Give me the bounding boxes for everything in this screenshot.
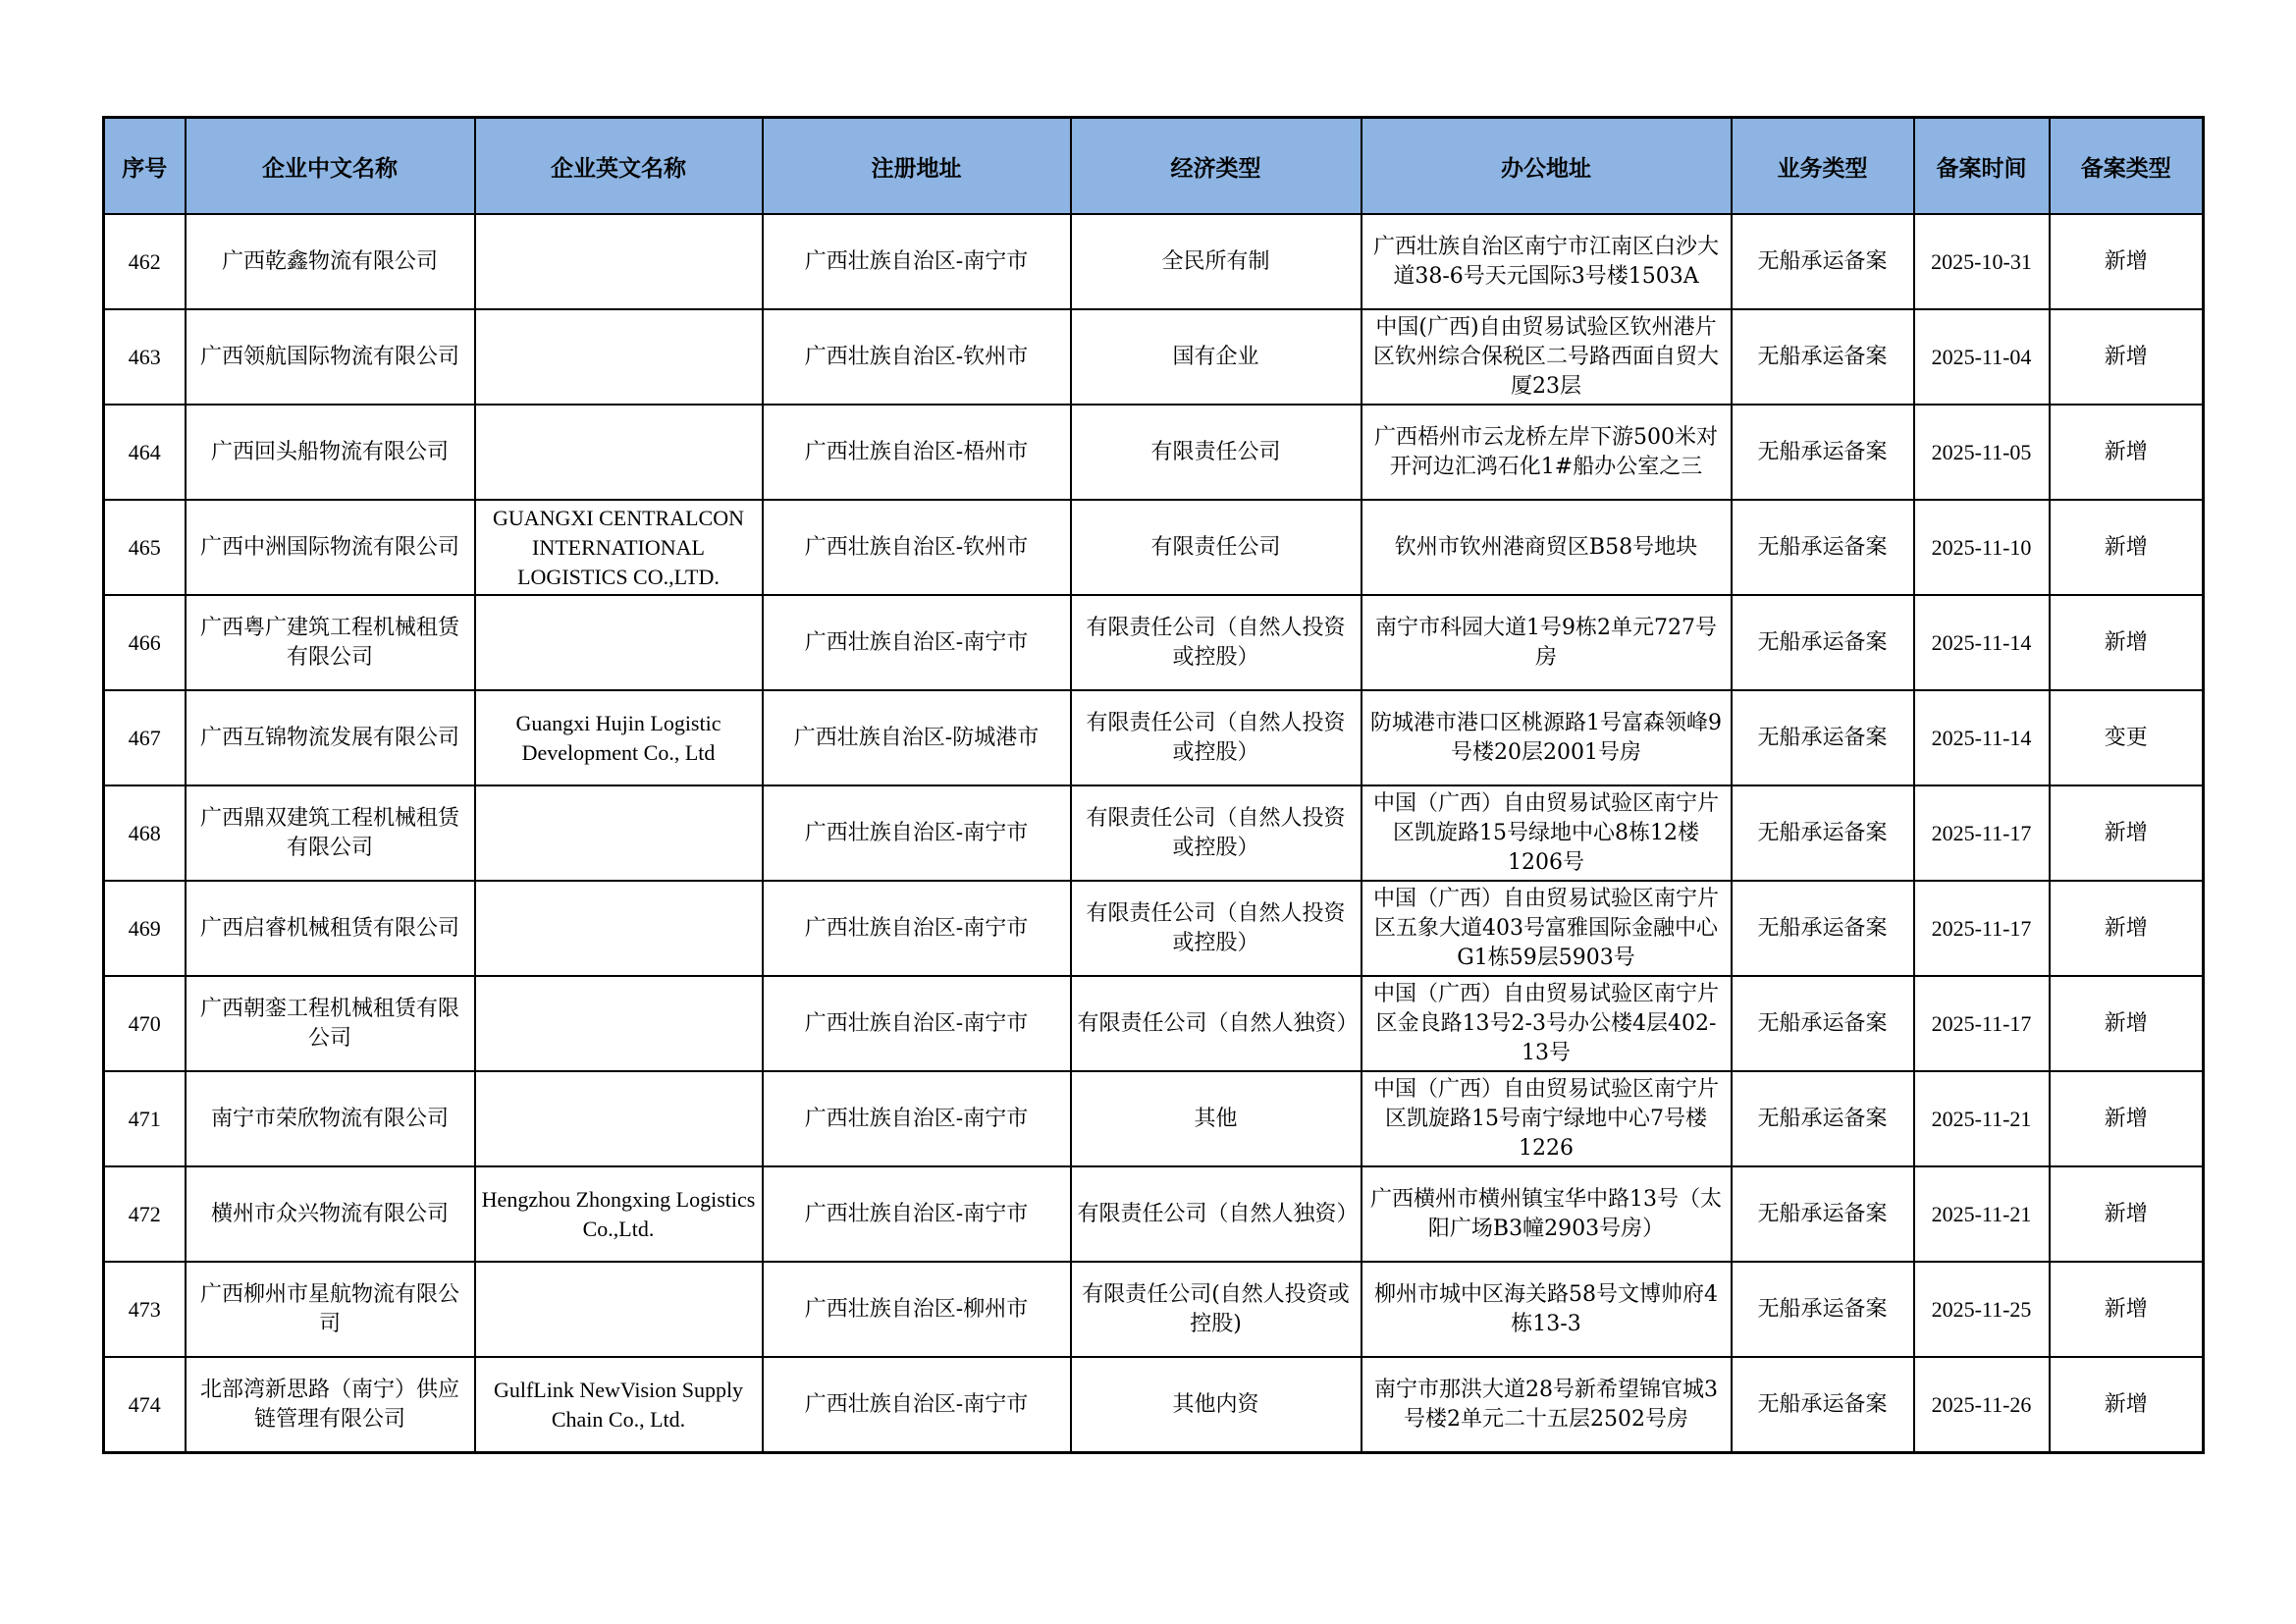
cell-registered-address: 广西壮族自治区-南宁市	[763, 881, 1071, 976]
table-header	[104, 118, 2204, 215]
cell-office-address: 中国（广西）自由贸易试验区南宁片区五象大道403号富雅国际金融中心G1栋59层5903号	[1362, 881, 1732, 976]
cell-filing-type: 新增	[2050, 1357, 2204, 1453]
cell-company-chinese-name: 广西回头船物流有限公司	[186, 405, 475, 500]
cell-filing-type: 新增	[2050, 595, 2204, 690]
cell-registered-address: 广西壮族自治区-柳州市	[763, 1262, 1071, 1357]
cell-registered-address: 广西壮族自治区-南宁市	[763, 976, 1071, 1071]
cell-company-chinese-name: 北部湾新思路（南宁）供应链管理有限公司	[186, 1357, 475, 1453]
table-row	[104, 690, 2204, 785]
cell-company-english-name: GUANGXI CENTRALCON INTERNATIONAL LOGISTICS CO.,LTD.	[475, 500, 763, 595]
cell-filing-date: 2025-11-26	[1914, 1357, 2050, 1453]
cell-economic-type: 有限责任公司（自然人投资或控股）	[1071, 785, 1362, 881]
cell-company-chinese-name: 广西粤广建筑工程机械租赁有限公司	[186, 595, 475, 690]
cell-business-type: 无船承运备案	[1732, 1262, 1914, 1357]
cell-registered-address: 广西壮族自治区-南宁市	[763, 595, 1071, 690]
cell-company-english-name: GulfLink NewVision Supply Chain Co., Ltd.	[475, 1357, 763, 1453]
cell-registered-address: 广西壮族自治区-南宁市	[763, 1357, 1071, 1453]
table-row	[104, 785, 2204, 881]
header-company-chinese-name: 企业中文名称	[186, 118, 475, 215]
cell-economic-type: 有限责任公司（自然人投资或控股）	[1071, 690, 1362, 785]
cell-economic-type: 有限责任公司	[1071, 405, 1362, 500]
cell-registered-address: 广西壮族自治区-钦州市	[763, 500, 1071, 595]
cell-serial-number: 474	[104, 1357, 186, 1453]
cell-serial-number: 468	[104, 785, 186, 881]
cell-office-address: 中国（广西）自由贸易试验区南宁片区金良路13号2-3号办公楼4层402-13号	[1362, 976, 1732, 1071]
cell-serial-number: 473	[104, 1262, 186, 1357]
cell-office-address: 中国(广西)自由贸易试验区钦州港片区钦州综合保税区二号路西面自贸大厦23层	[1362, 309, 1732, 405]
cell-business-type: 无船承运备案	[1732, 1357, 1914, 1453]
cell-economic-type: 有限责任公司（自然人独资）	[1071, 976, 1362, 1071]
cell-company-chinese-name: 广西中洲国际物流有限公司	[186, 500, 475, 595]
cell-company-chinese-name: 广西朝銮工程机械租赁有限公司	[186, 976, 475, 1071]
cell-filing-date: 2025-11-05	[1914, 405, 2050, 500]
cell-registered-address: 广西壮族自治区-南宁市	[763, 1166, 1071, 1262]
table-row	[104, 595, 2204, 690]
table-row	[104, 1357, 2204, 1453]
table-row	[104, 881, 2204, 976]
cell-economic-type: 有限责任公司（自然人独资）	[1071, 1166, 1362, 1262]
cell-business-type: 无船承运备案	[1732, 1071, 1914, 1166]
cell-business-type: 无船承运备案	[1732, 976, 1914, 1071]
table-row	[104, 309, 2204, 405]
cell-office-address: 防城港市港口区桃源路1号富森领峰9号楼20层2001号房	[1362, 690, 1732, 785]
cell-filing-type: 新增	[2050, 1071, 2204, 1166]
cell-filing-type: 新增	[2050, 309, 2204, 405]
cell-registered-address: 广西壮族自治区-南宁市	[763, 785, 1071, 881]
cell-company-chinese-name: 广西乾鑫物流有限公司	[186, 214, 475, 309]
cell-serial-number: 467	[104, 690, 186, 785]
cell-business-type: 无船承运备案	[1732, 214, 1914, 309]
cell-company-chinese-name: 广西领航国际物流有限公司	[186, 309, 475, 405]
cell-filing-type: 新增	[2050, 976, 2204, 1071]
cell-serial-number: 470	[104, 976, 186, 1071]
cell-filing-type: 新增	[2050, 881, 2204, 976]
cell-business-type: 无船承运备案	[1732, 309, 1914, 405]
registry-table-container	[102, 116, 2202, 1454]
cell-company-chinese-name: 广西柳州市星航物流有限公司	[186, 1262, 475, 1357]
cell-registered-address: 广西壮族自治区-南宁市	[763, 214, 1071, 309]
cell-office-address: 广西横州市横州镇宝华中路13号（太阳广场B3幢2903号房）	[1362, 1166, 1732, 1262]
cell-company-chinese-name: 广西互锦物流发展有限公司	[186, 690, 475, 785]
cell-filing-date: 2025-11-17	[1914, 881, 2050, 976]
table-body	[104, 214, 2204, 1453]
cell-serial-number: 466	[104, 595, 186, 690]
cell-business-type: 无船承运备案	[1732, 595, 1914, 690]
cell-serial-number: 472	[104, 1166, 186, 1262]
cell-company-chinese-name: 广西鼎双建筑工程机械租赁有限公司	[186, 785, 475, 881]
cell-filing-date: 2025-11-21	[1914, 1071, 2050, 1166]
cell-serial-number: 462	[104, 214, 186, 309]
cell-filing-type: 新增	[2050, 500, 2204, 595]
cell-business-type: 无船承运备案	[1732, 690, 1914, 785]
header-company-english-name: 企业英文名称	[475, 118, 763, 215]
cell-economic-type: 国有企业	[1071, 309, 1362, 405]
cell-filing-date: 2025-11-21	[1914, 1166, 2050, 1262]
cell-business-type: 无船承运备案	[1732, 785, 1914, 881]
cell-filing-date: 2025-11-10	[1914, 500, 2050, 595]
cell-company-english-name: Hengzhou Zhongxing Logistics Co.,Ltd.	[475, 1166, 763, 1262]
registry-table	[102, 116, 2205, 1454]
cell-economic-type: 其他内资	[1071, 1357, 1362, 1453]
cell-registered-address: 广西壮族自治区-梧州市	[763, 405, 1071, 500]
cell-office-address: 广西壮族自治区南宁市江南区白沙大道38-6号天元国际3号楼1503A	[1362, 214, 1732, 309]
header-registered-address: 注册地址	[763, 118, 1071, 215]
cell-business-type: 无船承运备案	[1732, 500, 1914, 595]
cell-business-type: 无船承运备案	[1732, 1166, 1914, 1262]
cell-office-address: 南宁市科园大道1号9栋2单元727号房	[1362, 595, 1732, 690]
cell-filing-date: 2025-11-17	[1914, 976, 2050, 1071]
header-row	[104, 118, 2204, 215]
cell-filing-type: 新增	[2050, 785, 2204, 881]
cell-serial-number: 463	[104, 309, 186, 405]
cell-registered-address: 广西壮族自治区-防城港市	[763, 690, 1071, 785]
cell-filing-type: 新增	[2050, 405, 2204, 500]
cell-serial-number: 471	[104, 1071, 186, 1166]
table-row	[104, 405, 2204, 500]
cell-company-english-name	[475, 1071, 763, 1166]
cell-company-english-name: Guangxi Hujin Logistic Development Co., Ltd	[475, 690, 763, 785]
header-office-address: 办公地址	[1362, 118, 1732, 215]
cell-filing-date: 2025-11-17	[1914, 785, 2050, 881]
cell-office-address: 中国（广西）自由贸易试验区南宁片区凯旋路15号南宁绿地中心7号楼1226	[1362, 1071, 1732, 1166]
header-economic-type: 经济类型	[1071, 118, 1362, 215]
cell-company-chinese-name: 广西启睿机械租赁有限公司	[186, 881, 475, 976]
cell-company-chinese-name: 南宁市荣欣物流有限公司	[186, 1071, 475, 1166]
cell-office-address: 广西梧州市云龙桥左岸下游500米对开河边汇鸿石化1#船办公室之三	[1362, 405, 1732, 500]
table-row	[104, 500, 2204, 595]
cell-company-english-name	[475, 881, 763, 976]
header-serial-number: 序号	[104, 118, 186, 215]
cell-filing-type: 新增	[2050, 214, 2204, 309]
cell-company-chinese-name: 横州市众兴物流有限公司	[186, 1166, 475, 1262]
cell-filing-type: 变更	[2050, 690, 2204, 785]
cell-serial-number: 465	[104, 500, 186, 595]
cell-company-english-name	[475, 1262, 763, 1357]
cell-filing-type: 新增	[2050, 1166, 2204, 1262]
cell-company-english-name	[475, 976, 763, 1071]
cell-company-english-name	[475, 785, 763, 881]
cell-filing-date: 2025-11-14	[1914, 595, 2050, 690]
cell-office-address: 柳州市城中区海关路58号文博帅府4栋13-3	[1362, 1262, 1732, 1357]
cell-economic-type: 有限责任公司	[1071, 500, 1362, 595]
cell-economic-type: 全民所有制	[1071, 214, 1362, 309]
header-business-type: 业务类型	[1732, 118, 1914, 215]
header-filing-type: 备案类型	[2050, 118, 2204, 215]
cell-economic-type: 有限责任公司(自然人投资或控股)	[1071, 1262, 1362, 1357]
table-row	[104, 976, 2204, 1071]
table-row	[104, 1262, 2204, 1357]
cell-filing-date: 2025-10-31	[1914, 214, 2050, 309]
cell-business-type: 无船承运备案	[1732, 405, 1914, 500]
cell-office-address: 中国（广西）自由贸易试验区南宁片区凯旋路15号绿地中心8栋12楼1206号	[1362, 785, 1732, 881]
cell-economic-type: 有限责任公司（自然人投资或控股）	[1071, 595, 1362, 690]
cell-company-english-name	[475, 595, 763, 690]
table-row	[104, 1166, 2204, 1262]
cell-filing-date: 2025-11-25	[1914, 1262, 2050, 1357]
cell-filing-date: 2025-11-14	[1914, 690, 2050, 785]
cell-serial-number: 464	[104, 405, 186, 500]
header-filing-date: 备案时间	[1914, 118, 2050, 215]
cell-registered-address: 广西壮族自治区-南宁市	[763, 1071, 1071, 1166]
cell-economic-type: 有限责任公司（自然人投资或控股）	[1071, 881, 1362, 976]
cell-serial-number: 469	[104, 881, 186, 976]
cell-company-english-name	[475, 214, 763, 309]
cell-filing-type: 新增	[2050, 1262, 2204, 1357]
cell-filing-date: 2025-11-04	[1914, 309, 2050, 405]
cell-company-english-name	[475, 309, 763, 405]
cell-registered-address: 广西壮族自治区-钦州市	[763, 309, 1071, 405]
table-row	[104, 214, 2204, 309]
cell-company-english-name	[475, 405, 763, 500]
cell-office-address: 南宁市那洪大道28号新希望锦官城3号楼2单元二十五层2502号房	[1362, 1357, 1732, 1453]
cell-office-address: 钦州市钦州港商贸区B58号地块	[1362, 500, 1732, 595]
table-row	[104, 1071, 2204, 1166]
cell-business-type: 无船承运备案	[1732, 881, 1914, 976]
cell-economic-type: 其他	[1071, 1071, 1362, 1166]
